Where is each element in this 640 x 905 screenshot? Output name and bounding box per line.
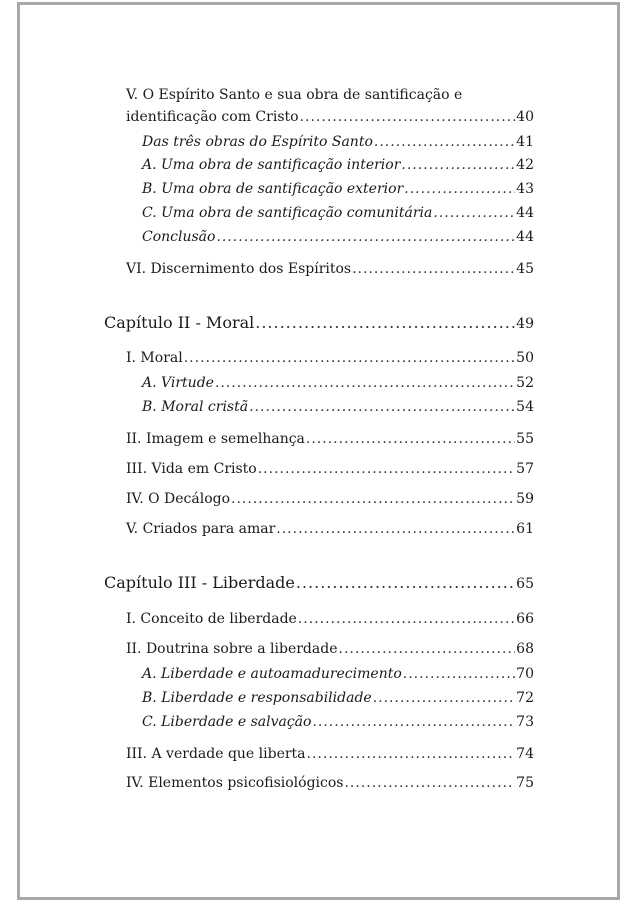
dot-leader [215, 375, 515, 391]
page-number: 49 [516, 316, 534, 332]
toc-section[interactable] [126, 461, 534, 477]
toc-subsection[interactable] [142, 157, 534, 173]
page-number: 66 [516, 611, 534, 627]
toc-subsection-label: Das três obras do Espírito Santo [142, 134, 373, 150]
dot-leader [231, 491, 515, 507]
toc-subsection-label: A. Virtude [142, 375, 214, 391]
page-number: 72 [516, 690, 534, 706]
toc-subsection[interactable] [142, 714, 534, 730]
dot-leader [374, 134, 515, 150]
toc-section[interactable] [126, 746, 534, 762]
page-number: 65 [516, 576, 534, 592]
toc-section-label: V. Criados para amar [126, 521, 276, 537]
toc-section[interactable] [126, 431, 534, 447]
page-number: 73 [516, 714, 534, 730]
toc-subsection-label: B. Moral cristã [142, 399, 249, 415]
page-number: 75 [516, 775, 534, 791]
dot-leader [307, 746, 516, 762]
toc-section-label: II. Doutrina sobre a liberdade [126, 641, 338, 657]
dot-leader [312, 714, 515, 730]
page-number: 54 [516, 399, 534, 415]
toc-section-v-title-line2: identificação com Cristo [126, 109, 299, 125]
toc-subsection[interactable] [142, 229, 534, 245]
toc-subsection-label: A. Uma obra de santificação interior [142, 157, 401, 173]
toc-section-label: VI. Discernimento dos Espíritos [126, 261, 352, 277]
dot-leader [404, 181, 515, 197]
toc-subsection-label: C. Uma obra de santificação comunitária [142, 205, 433, 221]
toc-subsection-label: A. Liberdade e autoamadurecimento [142, 666, 402, 682]
toc-subsection[interactable] [142, 375, 534, 391]
toc-section[interactable] [126, 641, 534, 657]
toc-subsection[interactable] [142, 181, 534, 197]
page-number: 59 [516, 491, 534, 507]
dot-leader [344, 775, 515, 791]
toc-subsection[interactable] [142, 399, 534, 415]
toc-section-label: IV. O Decálogo [126, 491, 231, 507]
toc-chapter-2[interactable] [104, 313, 534, 332]
toc-subsection[interactable] [142, 205, 534, 221]
dot-leader [296, 573, 515, 592]
dot-leader [433, 205, 515, 221]
page-number: 74 [516, 746, 534, 762]
dot-leader [258, 461, 515, 477]
toc-subsection-label: Conclusão [142, 229, 216, 245]
toc-section[interactable] [126, 350, 534, 366]
dot-leader [306, 431, 515, 447]
page-number: 44 [516, 205, 534, 221]
toc-subsection[interactable] [142, 134, 534, 150]
dot-leader [276, 521, 515, 537]
toc-section-label: III. A verdade que liberta [126, 746, 306, 762]
toc-subsection-label: B. Uma obra de santificação exterior [142, 181, 404, 197]
dot-leader [249, 399, 515, 415]
toc-subsection-label: B. Liberdade e responsabilidade [142, 690, 372, 706]
dot-leader [184, 350, 515, 366]
toc-section-label: I. Moral [126, 350, 183, 366]
toc-chapter-label: Capítulo III - Liberdade [104, 573, 295, 592]
page-number: 42 [516, 157, 534, 173]
page-number: 61 [516, 521, 534, 537]
page-number: 57 [516, 461, 534, 477]
toc-subsection[interactable] [142, 666, 534, 682]
page-number: 43 [516, 181, 534, 197]
toc-section[interactable] [126, 491, 534, 507]
page-number: 55 [516, 431, 534, 447]
dot-leader [298, 611, 515, 627]
dot-leader [255, 313, 515, 332]
page-number: 50 [516, 350, 534, 366]
toc-section-vi[interactable] [126, 261, 534, 277]
toc-subsection[interactable] [142, 690, 534, 706]
toc-subsection-label: C. Liberdade e salvação [142, 714, 312, 730]
toc-section[interactable] [126, 611, 534, 627]
toc-chapter-3[interactable] [104, 573, 534, 592]
toc-section-v-title-line1: V. O Espírito Santo e sua obra de santificação e [126, 87, 463, 103]
toc-section[interactable] [126, 775, 534, 791]
dot-leader [216, 229, 515, 245]
dot-leader [401, 157, 515, 173]
dot-leader [373, 690, 515, 706]
toc-section-label: III. Vida em Cristo [126, 461, 257, 477]
toc-section-v[interactable] [126, 109, 534, 125]
page-number: 44 [516, 229, 534, 245]
page-number: 70 [516, 666, 534, 682]
toc-section-label: II. Imagem e semelhança [126, 431, 305, 447]
toc-section-label: I. Conceito de liberdade [126, 611, 297, 627]
toc-chapter-label: Capítulo II - Moral [104, 313, 255, 332]
page-number: 68 [516, 641, 534, 657]
dot-leader [403, 666, 515, 682]
dot-leader [300, 109, 516, 125]
toc-section[interactable] [126, 521, 534, 537]
page-number: 45 [516, 261, 534, 277]
page-number: 40 [516, 109, 534, 125]
dot-leader [339, 641, 516, 657]
toc-section-label: IV. Elementos psicofisiológicos [126, 775, 344, 791]
dot-leader [352, 261, 515, 277]
page-number: 52 [516, 375, 534, 391]
page-number: 41 [516, 134, 534, 150]
